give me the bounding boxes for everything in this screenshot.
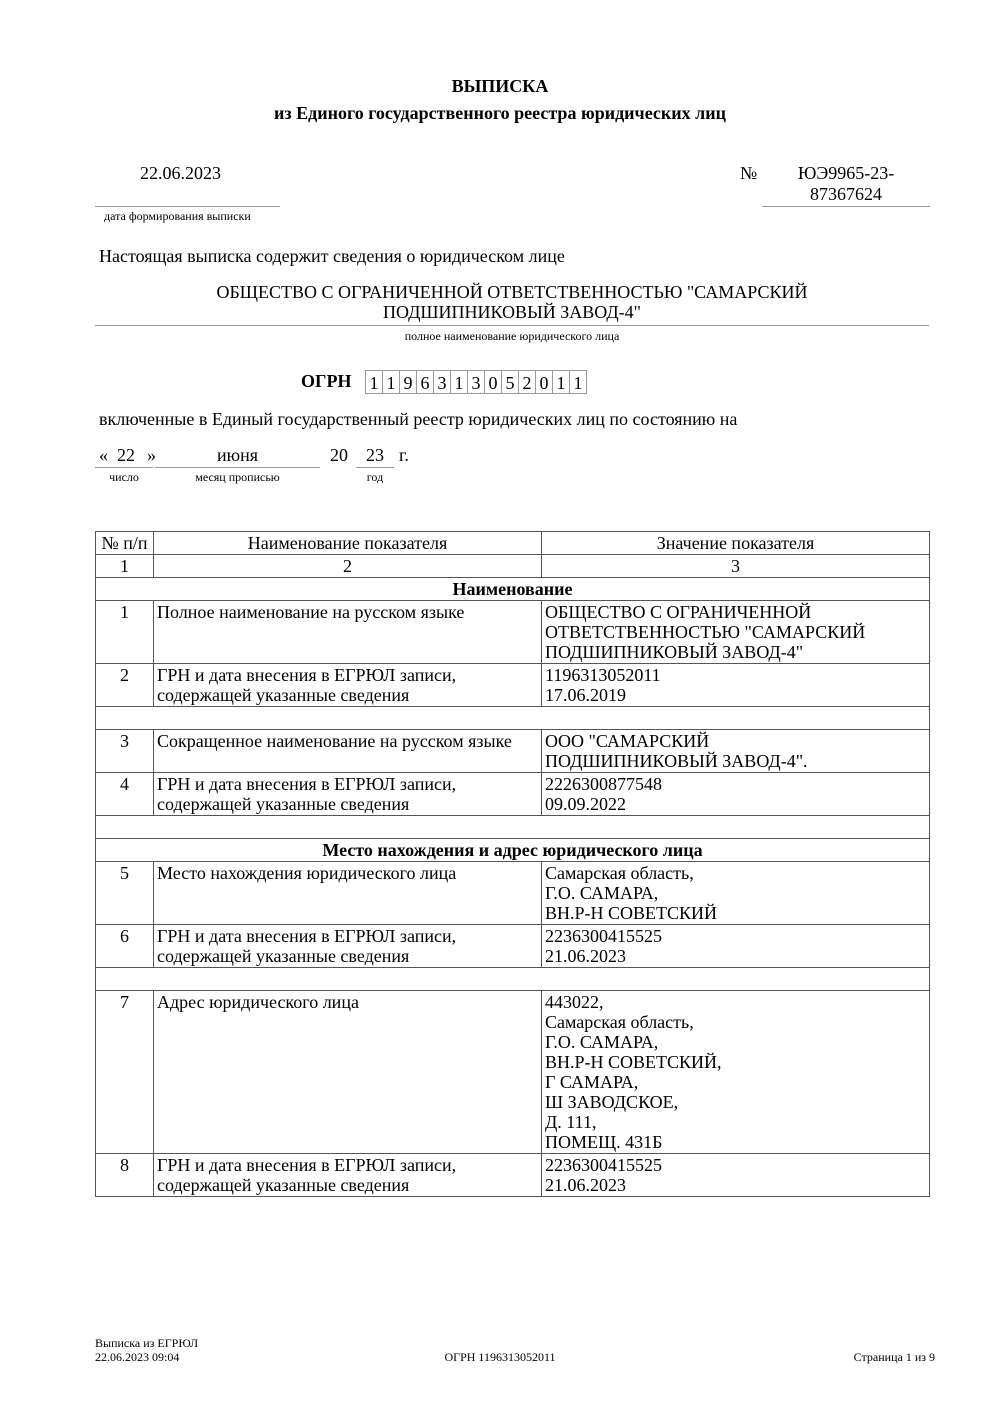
caption-month: месяц прописью [195, 470, 280, 484]
section-title: Наименование [96, 578, 930, 601]
footer-doc-name: Выписка из ЕГРЮЛ [95, 1336, 199, 1350]
ogrn-digit: 2 [518, 370, 536, 394]
ogrn-digit: 0 [535, 370, 553, 394]
extract-number-line2: 87367624 [810, 184, 882, 204]
ogrn-digit: 3 [467, 370, 485, 394]
entity-name-line2: ПОДШИПНИКОВЫЙ ЗАВОД-4" [382, 302, 642, 322]
table-row [96, 925, 930, 968]
row-value: 443022, Самарская область, Г.О. САМАРА, ВН.Р-Н СОВЕТСКИЙ, Г САМАРА, Ш ЗАВОДСКОЕ, Д. 111, ПОМЕЩ. 431Б [542, 991, 930, 1154]
column-number: 2 [154, 555, 542, 578]
row-value: Самарская область, Г.О. САМАРА, ВН.Р-Н СОВЕТСКИЙ [542, 862, 930, 925]
row-name: Место нахождения юридического лица [154, 862, 542, 925]
row-value: ОБЩЕСТВО С ОГРАНИЧЕННОЙ ОТВЕТСТВЕННОСТЬЮ "САМАРСКИЙ ПОДШИПНИКОВЫЙ ЗАВОД-4" [542, 601, 930, 664]
row-value: 1196313052011 17.06.2019 [542, 664, 930, 707]
ogrn-digit: 3 [433, 370, 451, 394]
section-row [96, 578, 930, 601]
ogrn-label: ОГРН [301, 371, 352, 391]
document-subtitle: из Единого государственного реестра юридических лиц [274, 103, 726, 123]
spacer-row [96, 968, 930, 991]
state-month: июня [217, 445, 258, 465]
ogrn-cells [366, 370, 587, 394]
entity-name [95, 282, 929, 322]
number-sign: № [740, 163, 758, 183]
caption-day: число [109, 470, 139, 484]
row-name: ГРН и дата внесения в ЕГРЮЛ записи, содержащей указанные сведения [154, 1154, 542, 1197]
ogrn-digit: 9 [399, 370, 417, 394]
row-value: 2226300877548 09.09.2022 [542, 773, 930, 816]
spacer-row [96, 707, 930, 730]
row-number: 5 [96, 862, 154, 925]
ogrn-digit: 1 [552, 370, 570, 394]
row-number: 2 [96, 664, 154, 707]
row-name: Адрес юридического лица [154, 991, 542, 1154]
ogrn-digit: 1 [365, 370, 383, 394]
row-number: 3 [96, 730, 154, 773]
header-cell: Наименование показателя [154, 532, 542, 555]
spacer-row [96, 816, 930, 839]
state-day: 22 [117, 445, 135, 465]
row-name: ГРН и дата внесения в ЕГРЮЛ записи, содержащей указанные сведения [154, 925, 542, 968]
table-row [96, 862, 930, 925]
table-row [96, 773, 930, 816]
column-number-row [96, 555, 930, 578]
header-cell: Значение показателя [542, 532, 930, 555]
footer-ogrn: ОГРН 1196313052011 [444, 1350, 556, 1364]
row-value: ООО "САМАРСКИЙ ПОДШИПНИКОВЫЙ ЗАВОД-4". [542, 730, 930, 773]
footer-datetime: 22.06.2023 09:04 [95, 1350, 180, 1364]
ogrn-digit: 6 [416, 370, 434, 394]
table-row [96, 1154, 930, 1197]
row-number: 6 [96, 925, 154, 968]
ogrn-digit: 1 [569, 370, 587, 394]
row-name: Полное наименование на русском языке [154, 601, 542, 664]
extract-number-line1: ЮЭ9965-23- [797, 163, 895, 183]
table-header-row [96, 532, 930, 555]
row-name: ГРН и дата внесения в ЕГРЮЛ записи, содержащей указанные сведения [154, 773, 542, 816]
caption-year: год [366, 470, 384, 484]
row-value: 2236300415525 21.06.2023 [542, 925, 930, 968]
ogrn-digit: 0 [484, 370, 502, 394]
close-quote: » [147, 445, 156, 465]
included-text: включенные в Единый государственный реестр юридических лиц по состоянию на [99, 409, 738, 429]
row-number: 8 [96, 1154, 154, 1197]
state-year-suffix: г. [399, 445, 409, 465]
ogrn-digit: 5 [501, 370, 519, 394]
row-number: 7 [96, 991, 154, 1154]
row-number: 4 [96, 773, 154, 816]
table-row [96, 991, 930, 1154]
document-title: ВЫПИСКА [451, 76, 549, 96]
state-year: 23 [366, 445, 384, 465]
entity-name-caption: полное наименование юридического лица [404, 329, 620, 343]
registry-table [95, 531, 930, 1197]
entity-name-line1: ОБЩЕСТВО С ОГРАНИЧЕННОЙ ОТВЕТСТВЕННОСТЬЮ "САМАРСКИЙ [216, 282, 808, 302]
column-number: 1 [96, 555, 154, 578]
state-century: 20 [330, 445, 348, 465]
header-cell: № п/п [96, 532, 154, 555]
extract-date-caption: дата формирования выписки [104, 209, 251, 223]
section-title: Место нахождения и адрес юридического лица [96, 839, 930, 862]
ogrn-digit: 1 [382, 370, 400, 394]
table-row [96, 601, 930, 664]
row-number: 1 [96, 601, 154, 664]
column-number: 3 [542, 555, 930, 578]
row-value: 2236300415525 21.06.2023 [542, 1154, 930, 1197]
section-row [96, 839, 930, 862]
table-row [96, 730, 930, 773]
footer-page-number: Страница 1 из 9 [853, 1350, 935, 1364]
open-quote: « [99, 445, 108, 465]
table-row [96, 664, 930, 707]
intro-text: Настоящая выписка содержит сведения о юридическом лице [99, 246, 565, 266]
row-name: ГРН и дата внесения в ЕГРЮЛ записи, содержащей указанные сведения [154, 664, 542, 707]
extract-date: 22.06.2023 [140, 163, 221, 183]
ogrn-digit: 1 [450, 370, 468, 394]
row-name: Сокращенное наименование на русском языке [154, 730, 542, 773]
